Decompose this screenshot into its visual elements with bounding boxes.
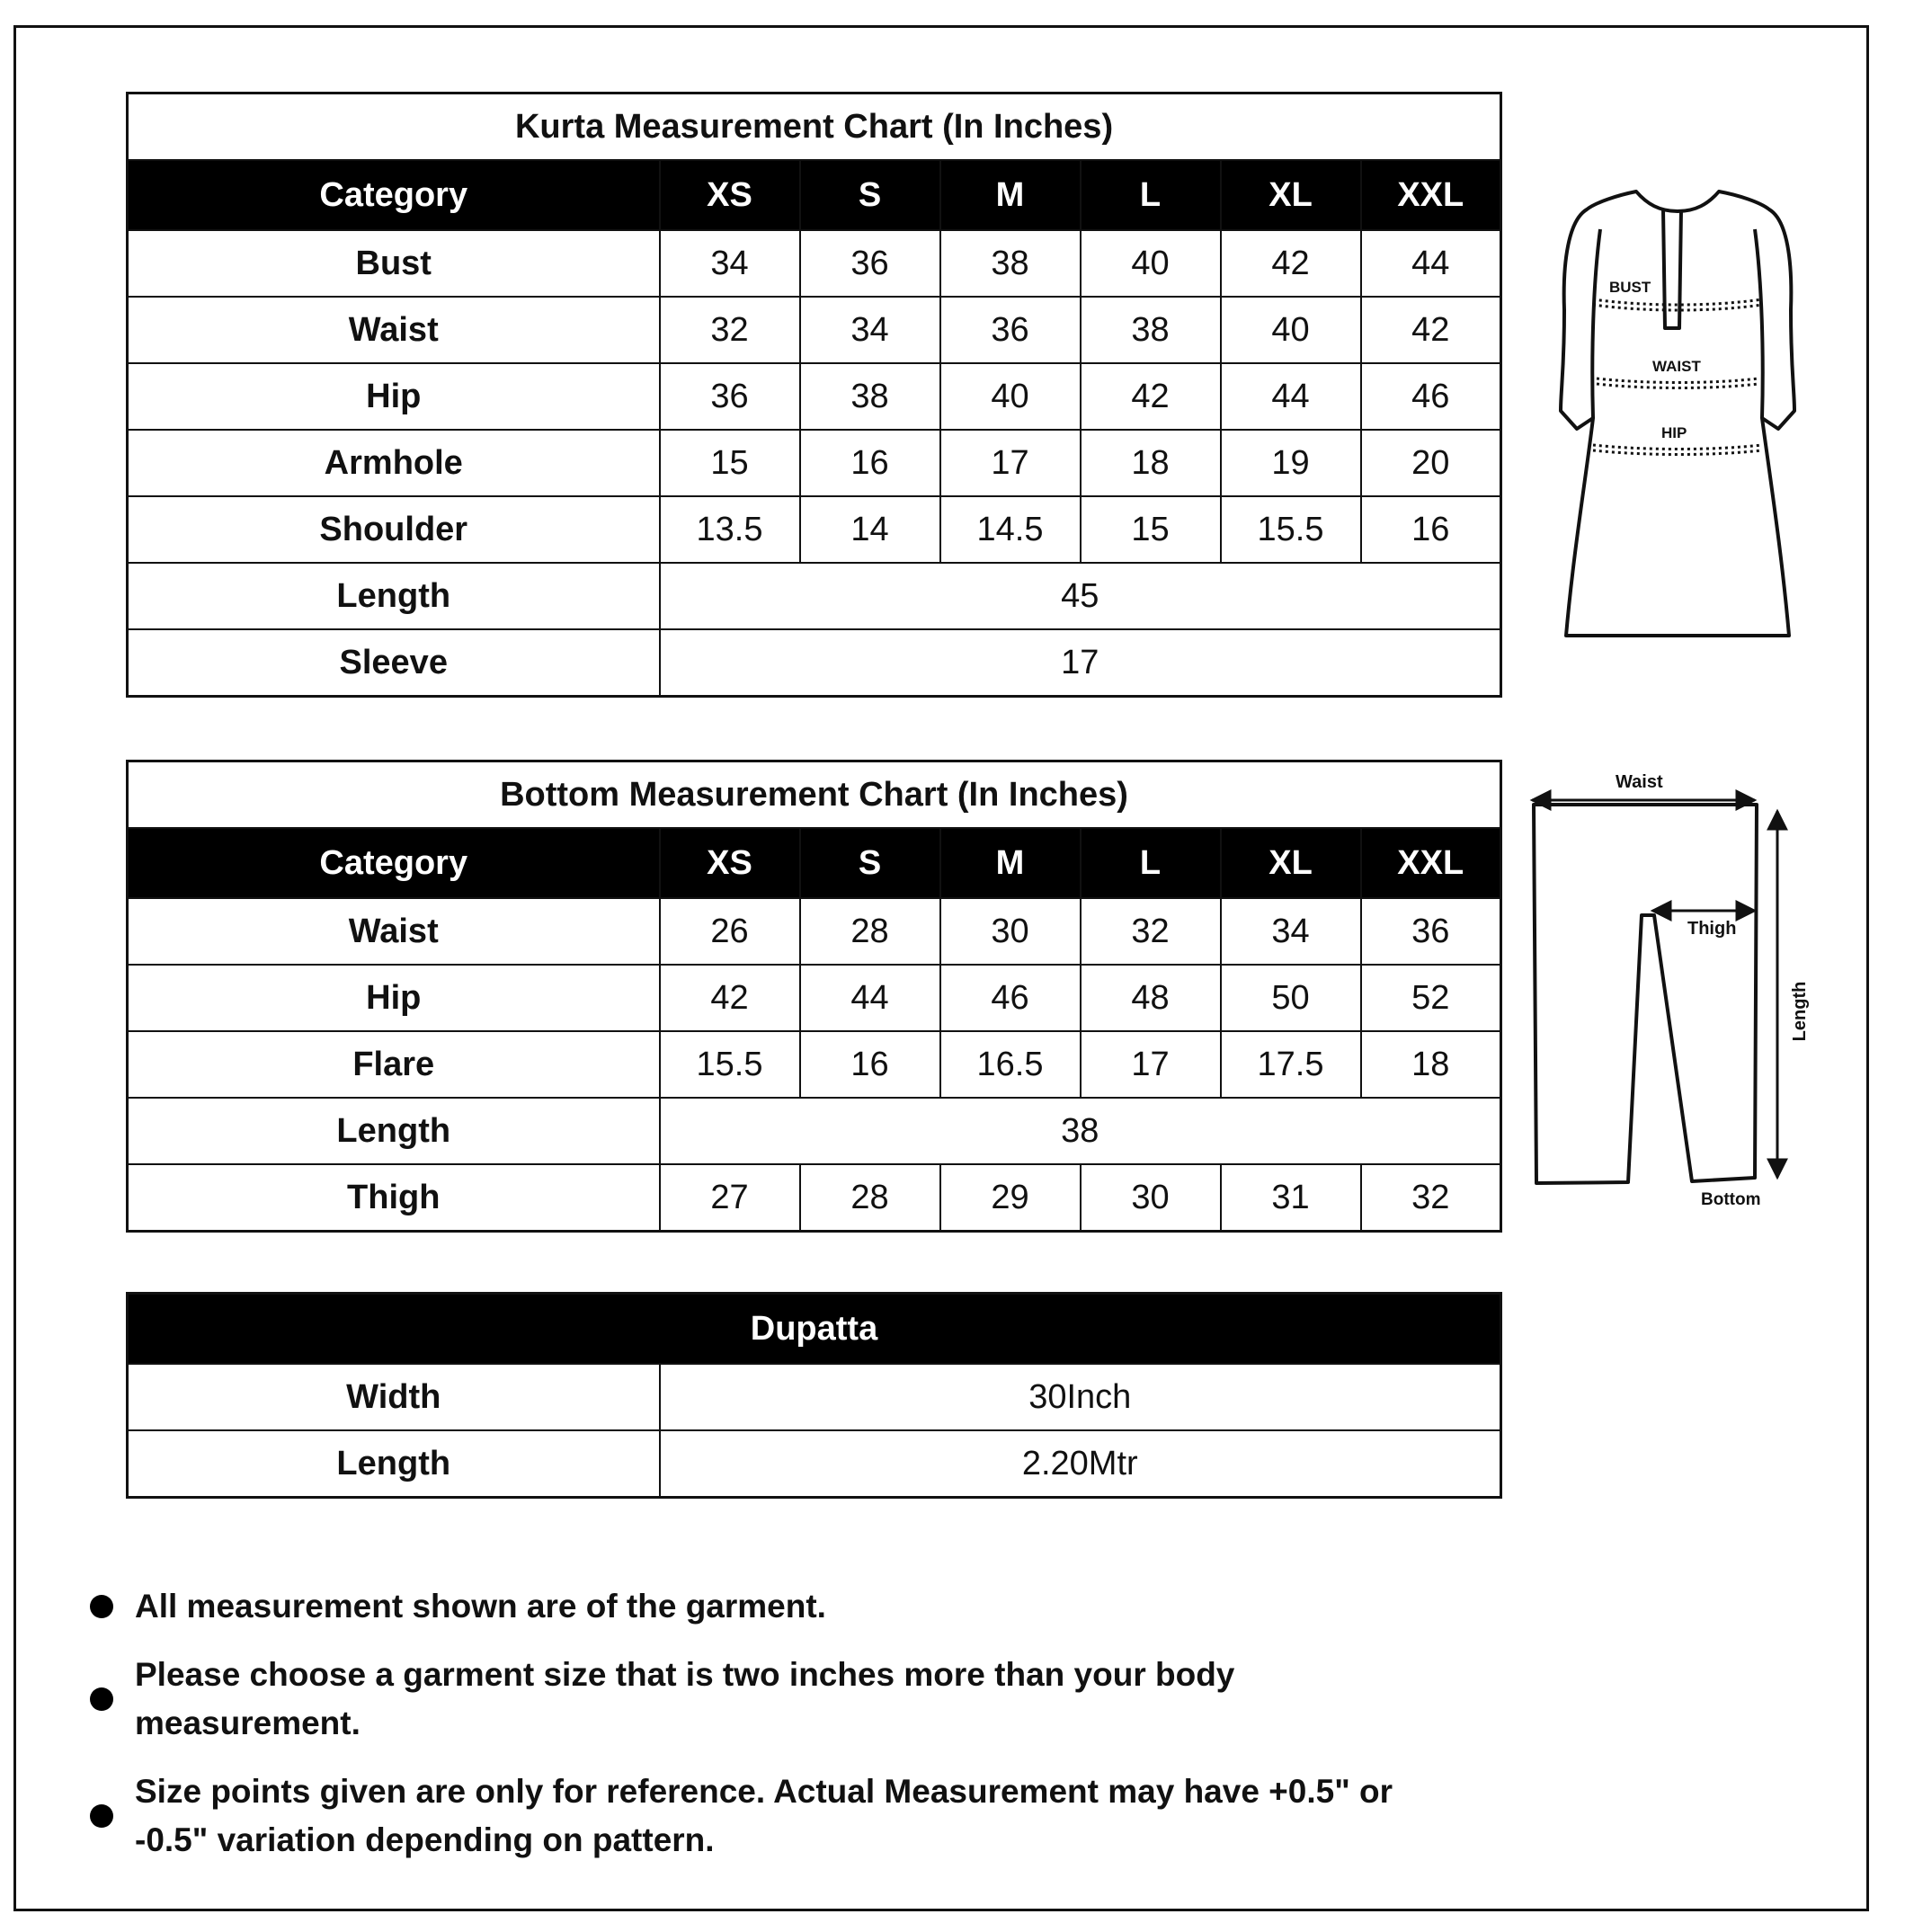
cell-value: 32	[1081, 898, 1221, 965]
list-item	[90, 1767, 1438, 1865]
row-label: Bust	[128, 230, 660, 297]
row-label: Width	[128, 1364, 660, 1430]
header-size: M	[940, 160, 1081, 230]
cell-value: 34	[660, 230, 800, 297]
bottom-measurement-table	[126, 760, 1502, 1233]
cell-value: 28	[800, 1164, 940, 1232]
cell-value: 40	[940, 363, 1081, 430]
hip-label: HIP	[1661, 424, 1687, 441]
note-text: Please choose a garment size that is two inches more than your body measurement.	[135, 1656, 1235, 1741]
cell-value: 15	[1081, 496, 1221, 563]
note-text: All measurement shown are of the garment.	[135, 1588, 826, 1625]
cell-value: 28	[800, 898, 940, 965]
cell-value: 46	[940, 965, 1081, 1031]
bullet-icon	[90, 1804, 113, 1828]
table-row	[128, 1031, 1501, 1098]
bottom-table-title: Bottom Measurement Chart (In Inches)	[128, 761, 1501, 829]
cell-value: 2.20Mtr	[660, 1430, 1501, 1498]
cell-value: 36	[1361, 898, 1501, 965]
cell-value: 17	[1081, 1031, 1221, 1098]
table-row	[128, 1430, 1501, 1498]
cell-value: 32	[1361, 1164, 1501, 1232]
cell-value: 17.5	[1221, 1031, 1361, 1098]
cell-value: 31	[1221, 1164, 1361, 1232]
table-row	[128, 629, 1501, 697]
kurta-figure	[1546, 175, 1816, 647]
cell-value: 36	[800, 230, 940, 297]
pants-thigh-label: Thigh	[1687, 919, 1737, 939]
cell-value: 15.5	[1221, 496, 1361, 563]
cell-value: 32	[660, 297, 800, 363]
cell-value: 48	[1081, 965, 1221, 1031]
cell-value: 40	[1081, 230, 1221, 297]
cell-value: 36	[940, 297, 1081, 363]
bullet-icon	[90, 1595, 113, 1618]
table-row	[128, 563, 1501, 629]
table-row	[128, 363, 1501, 430]
table-row	[128, 1164, 1501, 1232]
list-item	[90, 1582, 1510, 1631]
header-size: M	[940, 828, 1081, 898]
row-label: Length	[128, 563, 660, 629]
header-size: XS	[660, 160, 800, 230]
row-label: Hip	[128, 965, 660, 1031]
row-label: Length	[128, 1430, 660, 1498]
row-label: Sleeve	[128, 629, 660, 697]
cell-value: 42	[660, 965, 800, 1031]
cell-value: 40	[1221, 297, 1361, 363]
cell-value: 30Inch	[660, 1364, 1501, 1430]
cell-value: 46	[1361, 363, 1501, 430]
row-label: Shoulder	[128, 496, 660, 563]
cell-value: 15	[660, 430, 800, 496]
table-row	[128, 965, 1501, 1031]
header-size: S	[800, 160, 940, 230]
kurta-table-title: Kurta Measurement Chart (In Inches)	[128, 93, 1501, 161]
cell-value: 16.5	[940, 1031, 1081, 1098]
cell-value: 29	[940, 1164, 1081, 1232]
cell-value: 17	[940, 430, 1081, 496]
cell-value: 50	[1221, 965, 1361, 1031]
cell-value: 44	[800, 965, 940, 1031]
row-label: Thigh	[128, 1164, 660, 1232]
cell-value: 17	[660, 629, 1501, 697]
cell-value: 20	[1361, 430, 1501, 496]
cell-value: 19	[1221, 430, 1361, 496]
row-label: Waist	[128, 898, 660, 965]
header-size: XL	[1221, 828, 1361, 898]
cell-value: 30	[940, 898, 1081, 965]
cell-value: 42	[1221, 230, 1361, 297]
cell-value: 38	[940, 230, 1081, 297]
note-text: Size points given are only for reference. Actual Measurement may have +0.5" or -0.5" variation depending on pattern.	[135, 1773, 1393, 1858]
bust-label: BUST	[1609, 279, 1651, 296]
cell-value: 38	[1081, 297, 1221, 363]
cell-value: 26	[660, 898, 800, 965]
table-row	[128, 898, 1501, 965]
list-item	[90, 1651, 1259, 1748]
table-row	[128, 430, 1501, 496]
cell-value: 27	[660, 1164, 800, 1232]
table-row	[128, 1098, 1501, 1164]
row-label: Armhole	[128, 430, 660, 496]
cell-value: 14.5	[940, 496, 1081, 563]
row-label: Length	[128, 1098, 660, 1164]
cell-value: 44	[1361, 230, 1501, 297]
row-label: Flare	[128, 1031, 660, 1098]
header-size: XL	[1221, 160, 1361, 230]
cell-value: 18	[1081, 430, 1221, 496]
header-size: L	[1081, 828, 1221, 898]
dupatta-table	[126, 1292, 1502, 1499]
header-size: L	[1081, 160, 1221, 230]
cell-value: 30	[1081, 1164, 1221, 1232]
cell-value: 42	[1361, 297, 1501, 363]
cell-value: 13.5	[660, 496, 800, 563]
header-size: XS	[660, 828, 800, 898]
table-row	[128, 297, 1501, 363]
bullet-icon	[90, 1687, 113, 1711]
cell-value: 16	[1361, 496, 1501, 563]
row-label: Waist	[128, 297, 660, 363]
row-label: Hip	[128, 363, 660, 430]
header-size: XXL	[1361, 160, 1501, 230]
pants-figure	[1519, 764, 1816, 1214]
table-row	[128, 496, 1501, 563]
cell-value: 38	[660, 1098, 1501, 1164]
cell-value: 44	[1221, 363, 1361, 430]
cell-value: 34	[800, 297, 940, 363]
cell-value: 34	[1221, 898, 1361, 965]
cell-value: 42	[1081, 363, 1221, 430]
cell-value: 18	[1361, 1031, 1501, 1098]
table-row	[128, 230, 1501, 297]
waist-label: WAIST	[1652, 358, 1701, 375]
cell-value: 14	[800, 496, 940, 563]
notes-list	[90, 1582, 1510, 1884]
header-size: XXL	[1361, 828, 1501, 898]
kurta-measurement-table	[126, 92, 1502, 698]
cell-value: 45	[660, 563, 1501, 629]
cell-value: 15.5	[660, 1031, 800, 1098]
cell-value: 16	[800, 1031, 940, 1098]
header-category: Category	[128, 160, 660, 230]
cell-value: 52	[1361, 965, 1501, 1031]
dupatta-title: Dupatta	[128, 1294, 1501, 1365]
pants-length-label: Length	[1790, 981, 1810, 1042]
cell-value: 36	[660, 363, 800, 430]
cell-value: 38	[800, 363, 940, 430]
header-category: Category	[128, 828, 660, 898]
table-row	[128, 1364, 1501, 1430]
cell-value: 16	[800, 430, 940, 496]
pants-waist-label: Waist	[1616, 772, 1663, 792]
pants-bottom-label: Bottom	[1701, 1190, 1761, 1209]
header-size: S	[800, 828, 940, 898]
